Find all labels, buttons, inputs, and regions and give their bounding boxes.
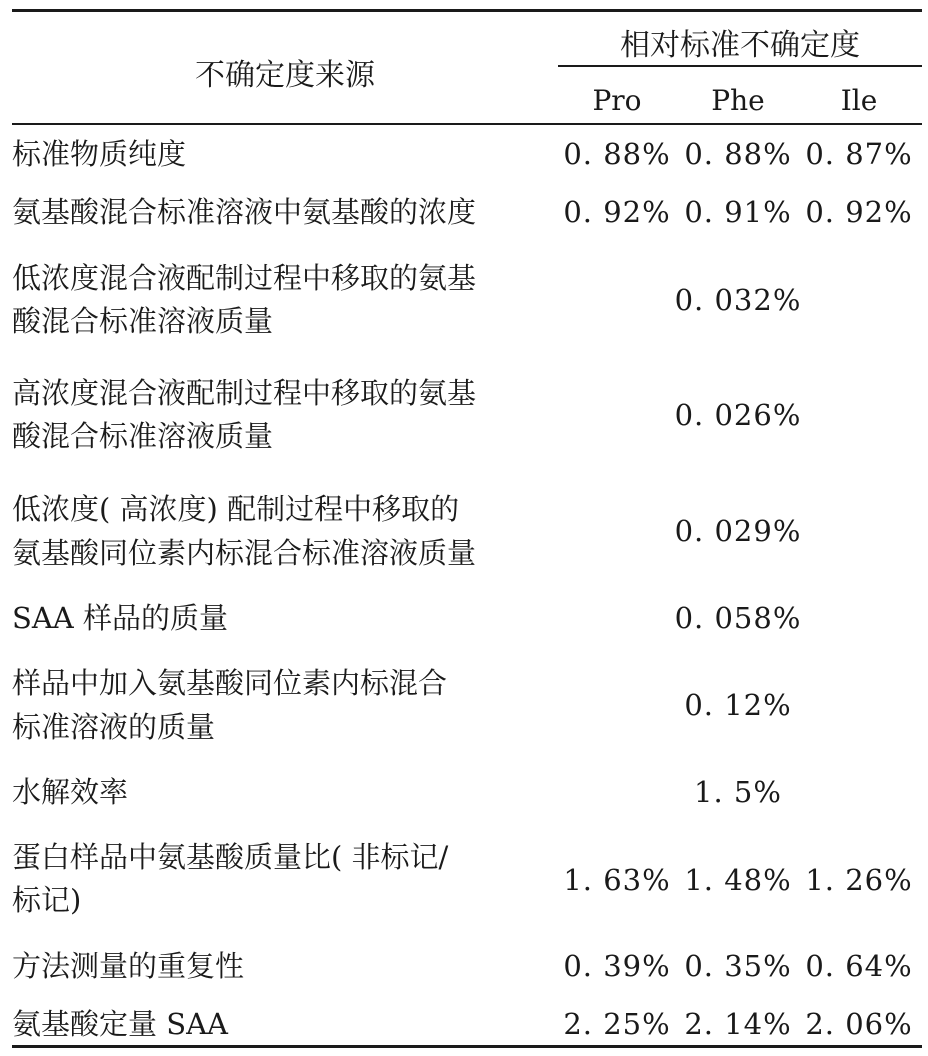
- row-label: 低浓度混合液配制过程中移取的氨基: [12, 261, 477, 295]
- row-label: 低浓度( 高浓度) 配制过程中移取的: [12, 492, 460, 526]
- value-ile: 2. 06%: [805, 1007, 913, 1041]
- header-source: 不确定度来源: [195, 58, 375, 93]
- value-phe: 0. 88%: [684, 137, 792, 171]
- value-ile: 0. 92%: [805, 195, 913, 229]
- value-pro: 0. 92%: [563, 195, 671, 229]
- row-label: 蛋白样品中氨基酸质量比( 非标记/: [12, 840, 449, 874]
- value-ile: 1. 26%: [805, 863, 913, 897]
- value-phe: 1. 48%: [684, 863, 792, 897]
- row-label: 水解效率: [12, 775, 129, 809]
- row-label: 样品中加入氨基酸同位素内标混合: [12, 666, 448, 700]
- row-label: 酸混合标准溶液质量: [12, 419, 274, 453]
- value-merged: 0. 026%: [674, 398, 802, 432]
- row-label: 标记): [12, 883, 82, 917]
- row-label: 方法测量的重复性: [12, 949, 245, 983]
- value-phe: 0. 35%: [684, 949, 792, 983]
- column-group-rule: [558, 65, 922, 67]
- value-merged: 1. 5%: [694, 775, 782, 809]
- value-ile: 0. 87%: [805, 137, 913, 171]
- row-label: 高浓度混合液配制过程中移取的氨基: [12, 376, 477, 410]
- table-top-rule: [12, 9, 922, 12]
- value-phe: 2. 14%: [684, 1007, 792, 1041]
- row-label: 氨基酸定量 SAA: [12, 1007, 228, 1041]
- header-col-pro: Pro: [592, 84, 642, 117]
- row-label: SAA 样品的质量: [12, 601, 228, 635]
- value-merged: 0. 058%: [674, 601, 802, 635]
- row-label: 氨基酸混合标准溶液中氨基酸的浓度: [12, 195, 477, 229]
- row-label: 氨基酸同位素内标混合标准溶液质量: [12, 536, 477, 570]
- header-col-ile: Ile: [840, 84, 878, 117]
- value-merged: 0. 032%: [674, 283, 802, 317]
- header-relative-uncertainty: 相对标准不确定度: [620, 28, 860, 63]
- value-pro: 0. 39%: [563, 949, 671, 983]
- value-pro: 2. 25%: [563, 1007, 671, 1041]
- value-merged: 0. 12%: [684, 688, 792, 722]
- value-merged: 0. 029%: [674, 514, 802, 548]
- header-bottom-rule: [12, 123, 922, 125]
- row-label: 标准溶液的质量: [12, 710, 216, 744]
- row-label: 标准物质纯度: [12, 137, 187, 171]
- row-label: 酸混合标准溶液质量: [12, 304, 274, 338]
- header-col-phe: Phe: [711, 84, 765, 117]
- value-pro: 0. 88%: [563, 137, 671, 171]
- value-phe: 0. 91%: [684, 195, 792, 229]
- value-ile: 0. 64%: [805, 949, 913, 983]
- value-pro: 1. 63%: [563, 863, 671, 897]
